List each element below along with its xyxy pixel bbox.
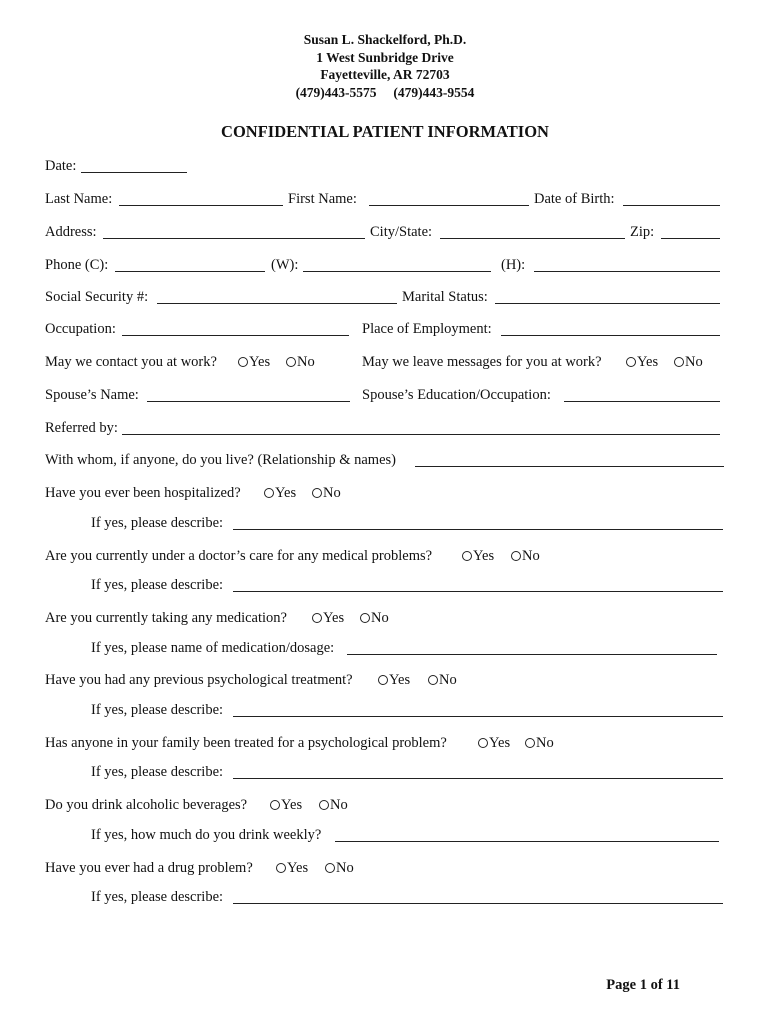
drug-describe-field[interactable] [233, 902, 723, 904]
radio-circle-icon [462, 551, 472, 561]
city-state-label: City/State: [370, 224, 433, 240]
family-psych-describe-label: If yes, please describe: [91, 764, 224, 780]
leave-messages-label: May we leave messages for you at work? [362, 354, 602, 370]
occupation-row [45, 319, 724, 339]
doctor-care-yes-radio[interactable]: Yes [462, 546, 494, 566]
letterhead [0, 31, 770, 101]
radio-circle-icon [264, 488, 274, 498]
hospitalized-label: Have you ever been hospitalized? [45, 485, 241, 501]
radio-circle-icon [286, 357, 296, 367]
phone-cell-field[interactable] [115, 270, 265, 272]
address-field[interactable] [103, 237, 365, 239]
alcohol-row [45, 795, 724, 815]
phone-home-field[interactable] [534, 270, 720, 272]
spouse-name-label: Spouse’s Name: [45, 387, 139, 403]
first-name-label: First Name: [288, 191, 357, 207]
hospitalized-describe-field[interactable] [233, 528, 723, 530]
alcohol-label: Do you drink alcoholic beverages? [45, 797, 248, 813]
address-label: Address: [45, 224, 97, 240]
page-number: Page 1 of 11 [606, 977, 680, 993]
doctor-care-describe-field[interactable] [233, 590, 723, 592]
drug-row [45, 858, 724, 878]
contact-work-yes-radio[interactable]: Yes [238, 352, 270, 372]
medication-detail-field[interactable] [347, 653, 717, 655]
hospitalized-row [45, 483, 724, 503]
medication-no-radio[interactable]: No [360, 608, 389, 628]
ssn-row [45, 287, 724, 307]
occupation-field[interactable] [122, 334, 349, 336]
psych-treatment-row [45, 670, 724, 690]
doctor-care-describe-row [45, 575, 724, 595]
hospitalized-yes-radio[interactable]: Yes [264, 483, 296, 503]
hospitalized-no-radio[interactable]: No [312, 483, 341, 503]
medication-row [45, 608, 724, 628]
contact-work-no-radio[interactable]: No [286, 352, 315, 372]
psych-treatment-describe-field[interactable] [233, 715, 723, 717]
date-field[interactable] [81, 171, 187, 173]
referred-label: Referred by: [45, 420, 118, 436]
phone-work-label: (W): [271, 257, 299, 273]
medication-detail-row [45, 638, 724, 658]
first-name-field[interactable] [369, 204, 529, 206]
radio-circle-icon [312, 488, 322, 498]
alcohol-detail-field[interactable] [335, 840, 719, 842]
drug-describe-row [45, 887, 724, 907]
drug-describe-label: If yes, please describe: [91, 889, 224, 905]
radio-circle-icon [312, 613, 322, 623]
psych-treatment-no-radio[interactable]: No [428, 670, 457, 690]
radio-circle-icon [428, 675, 438, 685]
spouse-edu-label: Spouse’s Education/Occupation: [362, 387, 551, 403]
referred-field[interactable] [122, 433, 720, 435]
city-address: Fayetteville, AR 72703 [320, 67, 450, 82]
name-row [45, 189, 724, 209]
city-state-field[interactable] [440, 237, 625, 239]
radio-circle-icon [626, 357, 636, 367]
radio-circle-icon [525, 738, 535, 748]
radio-circle-icon [378, 675, 388, 685]
radio-circle-icon [511, 551, 521, 561]
date-label: Date: [45, 158, 77, 174]
phone-home-label: (H): [501, 257, 526, 273]
employment-field[interactable] [501, 334, 720, 336]
psych-treatment-describe-row [45, 700, 724, 720]
radio-circle-icon [478, 738, 488, 748]
live-with-label: With whom, if anyone, do you live? (Relationship & names) [45, 452, 396, 468]
referred-row [45, 418, 724, 438]
drug-label: Have you ever had a drug problem? [45, 860, 253, 876]
spouse-edu-field[interactable] [564, 400, 720, 402]
marital-label: Marital Status: [402, 289, 488, 305]
ssn-label: Social Security #: [45, 289, 149, 305]
street-address: 1 West Sunbridge Drive [316, 49, 454, 65]
hospitalized-describe-label: If yes, please describe: [91, 515, 224, 531]
radio-circle-icon [319, 800, 329, 810]
psych-treatment-label: Have you had any previous psychological treatment? [45, 672, 353, 688]
live-with-row [45, 450, 724, 470]
zip-field[interactable] [661, 237, 720, 239]
drug-yes-radio[interactable]: Yes [276, 858, 308, 878]
leave-messages-no-radio[interactable]: No [674, 352, 703, 372]
radio-circle-icon [360, 613, 370, 623]
radio-circle-icon [276, 863, 286, 873]
radio-circle-icon [325, 863, 335, 873]
dob-label: Date of Birth: [534, 191, 615, 207]
zip-label: Zip: [630, 224, 655, 240]
family-psych-describe-field[interactable] [233, 777, 723, 779]
form-title: CONFIDENTIAL PATIENT INFORMATION [221, 122, 549, 141]
alcohol-detail-label: If yes, how much do you drink weekly? [91, 827, 322, 843]
medication-yes-radio[interactable]: Yes [312, 608, 344, 628]
work-contact-row [45, 352, 724, 372]
alcohol-no-radio[interactable]: No [319, 795, 348, 815]
doctor-care-no-radio[interactable]: No [511, 546, 540, 566]
radio-circle-icon [238, 357, 248, 367]
employment-label: Place of Employment: [362, 321, 492, 337]
last-name-label: Last Name: [45, 191, 113, 207]
practitioner-name: Susan L. Shackelford, Ph.D. [303, 32, 467, 47]
doctor-care-row [45, 546, 724, 566]
family-psych-yes-radio[interactable]: Yes [478, 733, 510, 753]
family-psych-row [45, 733, 724, 753]
spouse-row [45, 385, 724, 405]
dob-field[interactable] [623, 204, 720, 206]
medication-detail-label: If yes, please name of medication/dosage: [91, 640, 335, 656]
last-name-field[interactable] [119, 204, 283, 206]
leave-messages-yes-radio[interactable]: Yes [626, 352, 658, 372]
spouse-name-field[interactable] [147, 400, 350, 402]
occupation-label: Occupation: [45, 321, 116, 337]
phone-row [45, 255, 724, 275]
doctor-care-label: Are you currently under a doctor’s care for any medical problems? [45, 548, 433, 564]
contact-work-label: May we contact you at work? [45, 354, 217, 370]
radio-circle-icon [674, 357, 684, 367]
hospitalized-describe-row [45, 513, 724, 533]
ssn-field[interactable] [157, 302, 397, 304]
radio-circle-icon [270, 800, 280, 810]
phone-cell-label: Phone (C): [45, 257, 109, 273]
drug-no-radio[interactable]: No [325, 858, 354, 878]
family-psych-describe-row [45, 762, 724, 782]
family-psych-label: Has anyone in your family been treated for a psychological problem? [45, 735, 447, 751]
doctor-care-describe-label: If yes, please describe: [91, 577, 224, 593]
live-with-field[interactable] [415, 465, 724, 467]
address-row [45, 222, 724, 242]
alcohol-yes-radio[interactable]: Yes [270, 795, 302, 815]
date-row [45, 156, 724, 176]
marital-field[interactable] [495, 302, 720, 304]
psych-treatment-yes-radio[interactable]: Yes [378, 670, 410, 690]
medication-label: Are you currently taking any medication? [45, 610, 287, 626]
phone-work-field[interactable] [303, 270, 491, 272]
phone-numbers: (479)443-5575 (479)443-9554 [295, 84, 475, 100]
family-psych-no-radio[interactable]: No [525, 733, 554, 753]
psych-treatment-describe-label: If yes, please describe: [91, 702, 224, 718]
alcohol-detail-row [45, 825, 724, 845]
